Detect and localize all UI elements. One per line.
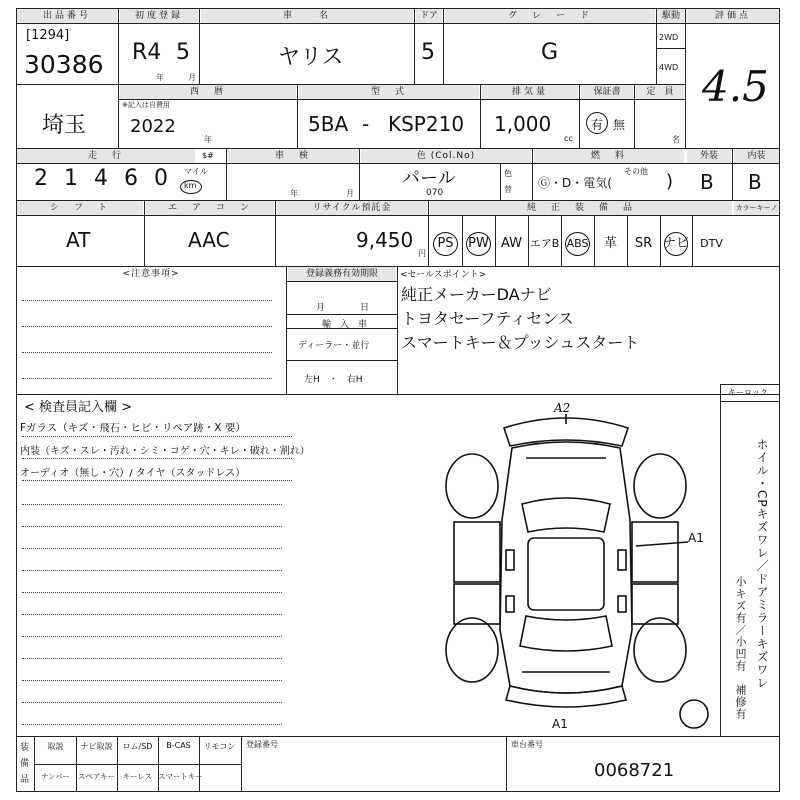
mileage-digit: 6 [124, 166, 138, 191]
divider [462, 215, 463, 266]
caution-header: <注意事項> [122, 269, 180, 279]
inspection-line-3: オーディオ（無し・穴）/ タイヤ（スタッドレス） [20, 468, 246, 479]
model-header: 型 式 [299, 85, 479, 99]
reg-month: 月 [316, 303, 326, 313]
cc-unit: cc [564, 134, 573, 143]
mileage-flag: $# [202, 151, 214, 160]
model-prefix: 5BA [308, 112, 349, 136]
handle-choice: 左H ・ 右H [304, 375, 363, 385]
reg-header: 登録義務有効期限 [288, 267, 396, 281]
divider [720, 402, 721, 736]
divider [118, 99, 685, 100]
divider [16, 215, 780, 216]
footer-item-bottom-0: ナンバー [40, 772, 71, 781]
capacity-unit: 名 [672, 135, 680, 144]
mileage-header: 走 行 [17, 149, 195, 163]
divider [532, 148, 533, 200]
import-header: 輸 入 車 [322, 320, 368, 330]
divider [579, 84, 580, 148]
key-lock-label: キーロック [728, 388, 768, 397]
fuel-header: 燃 料 [534, 149, 684, 163]
car-name-header: 車 名 [201, 9, 413, 23]
car-diagram [426, 400, 716, 730]
shift-header: シ フ ト [17, 201, 143, 215]
divider [692, 215, 693, 266]
divider [414, 8, 415, 84]
equipment-circle [565, 232, 590, 256]
divider [199, 8, 200, 84]
inspect-line [22, 724, 282, 725]
car-name: ヤリス [278, 45, 344, 70]
year-unit: 年 [204, 135, 212, 144]
divider [656, 8, 657, 84]
divider [275, 200, 276, 266]
door-fr [632, 522, 678, 582]
rear-window [520, 616, 612, 651]
equipment-8: DTV [700, 237, 723, 250]
equipment-circle [433, 232, 458, 256]
yen-unit: 円 [418, 249, 426, 258]
first-reg-header: 初度登録 [120, 9, 198, 23]
score: 4.5 [702, 62, 769, 111]
inspection-title: < 検査員記入欄 > [24, 400, 133, 415]
windshield [522, 498, 610, 532]
ac: AAC [188, 228, 230, 252]
handle-fr [618, 550, 626, 570]
mark-a1-bottom: A1 [552, 717, 568, 730]
sales-point-1: 純正メーカーDAナビ [401, 285, 552, 304]
wheel-rr [634, 618, 686, 682]
lot-bracket: [1294] [26, 28, 70, 43]
footer-item-top-4: リモコン [203, 742, 236, 751]
auction-sheet [16, 8, 780, 792]
color-header: 色 (Col.No) [361, 149, 531, 163]
divider [634, 84, 635, 148]
equip-header: 純 正 装 備 品 [430, 201, 732, 215]
note-line [22, 378, 272, 379]
lot-header: 出品番号 [17, 9, 117, 23]
equipment-1: PW [468, 236, 489, 251]
inspect-line [22, 458, 292, 459]
lot-number: 30386 [24, 50, 104, 79]
drive-2wd: 2WD [659, 33, 679, 42]
wheel-fr [634, 454, 686, 518]
interior-header: 内装 [734, 149, 779, 163]
divider [495, 215, 496, 266]
handle-rl [506, 596, 514, 612]
dealer-choice: ディーラー・並行 [298, 341, 370, 351]
divider [660, 215, 661, 266]
mileage-digit: 2 [34, 166, 48, 191]
equipment-circle [466, 232, 491, 256]
fuel-close: ) [666, 171, 674, 192]
inspect-line [22, 658, 282, 659]
year-header: 西 暦 [120, 85, 296, 99]
pointer-a1 [636, 542, 688, 546]
ac-header: エ ア コ ン [146, 201, 274, 215]
capacity-header: 定 員 [636, 85, 684, 99]
divider [199, 736, 200, 792]
wheel-fl [446, 454, 498, 518]
warranty-yes: 有 [591, 118, 604, 132]
vertical-note-2: 小キズ有／小凹有 補修有 [734, 576, 747, 720]
divider [117, 736, 118, 792]
divider [480, 84, 481, 148]
divider [34, 764, 241, 765]
doors: 5 [421, 40, 435, 65]
inspect-line [22, 592, 282, 593]
drive-header: 駆動 [658, 9, 684, 23]
first-reg-tsuki: 月 [188, 73, 196, 82]
sales-header: <セールスポイント> [400, 270, 487, 280]
footer-item-top-1: ナビ取説 [80, 742, 113, 751]
rear-bumper [506, 686, 626, 707]
chassis-number: 0068721 [594, 760, 675, 781]
shift: AT [66, 228, 91, 252]
warranty-header: 保証書 [581, 85, 633, 99]
reg-no-label: 登録番号 [246, 740, 278, 749]
wheel-rl [446, 618, 498, 682]
divider [118, 84, 119, 148]
vertical-note: ホイル・CPキズワレ／ドアミラーキズワレ [755, 438, 769, 690]
displacement: 1,000 [494, 112, 552, 136]
keyless-header: カラーキーノ [734, 201, 779, 215]
footer-label-b: 備 [20, 759, 30, 769]
divider [158, 736, 159, 792]
divider [144, 200, 145, 266]
footer-item-bottom-2: キーレス [122, 772, 153, 781]
inspect-line [22, 436, 292, 437]
warranty-no: 無 [613, 118, 626, 132]
divider [627, 215, 628, 266]
divider [226, 148, 227, 200]
inspect-line [22, 570, 282, 571]
model-code: KSP210 [388, 112, 465, 136]
exterior-header: 外装 [687, 149, 731, 163]
mile-unit: マイル [184, 167, 208, 176]
divider [397, 266, 398, 394]
divider [528, 215, 529, 266]
displacement-header: 排気量 [482, 85, 578, 99]
divider [286, 266, 287, 394]
divider [657, 48, 685, 49]
mark-a2: A2 [554, 401, 571, 415]
inspect-nen: 年 [290, 189, 298, 198]
reg-day: 日 [360, 303, 370, 313]
body-outline [500, 442, 632, 693]
mileage-digit: 1 [64, 166, 78, 191]
region: 埼玉 [42, 113, 87, 138]
first-reg-month: 5 [176, 40, 190, 65]
equipment-2: AW [500, 236, 523, 251]
inspect-line [22, 680, 282, 681]
color-swap-a: 色 [504, 169, 512, 178]
mark-a1-right: A1 [688, 531, 704, 545]
handle-rr [618, 596, 626, 612]
divider [500, 163, 501, 200]
divider [685, 8, 686, 148]
interior-grade: B [748, 170, 762, 194]
footer-item-top-3: B-CAS [166, 741, 191, 750]
sales-point-2: トヨタセーフティセンス [401, 309, 574, 328]
divider [443, 8, 444, 84]
first-reg-nen: 年 [156, 73, 164, 82]
fuel-other: その他 [624, 167, 648, 176]
note-line [22, 326, 272, 327]
inspect-line [22, 504, 282, 505]
divider [286, 314, 397, 315]
footer-label-a: 装 [20, 743, 30, 753]
inspect-line [22, 526, 282, 527]
divider [594, 215, 595, 266]
grade-header: グ レ ー ド [445, 9, 655, 23]
color-no: 070 [426, 188, 444, 198]
equipment-0: PS [437, 236, 454, 251]
divider [732, 148, 733, 200]
model-dash: - [362, 112, 370, 136]
inspect-line [22, 636, 282, 637]
equipment-3: エアB [529, 237, 560, 250]
drive-4wd: 4WD [659, 63, 679, 72]
note-line [22, 352, 272, 353]
divider [16, 23, 780, 24]
roof [528, 538, 604, 610]
fuel-types: Ⓖ・D・電気( [538, 176, 612, 190]
door-header: ドア [416, 9, 442, 23]
divider [286, 281, 397, 282]
grade: G [541, 40, 559, 65]
divider [16, 736, 780, 737]
chassis-label: 車台番号 [511, 740, 543, 749]
mileage-digit: 4 [94, 166, 108, 191]
first-reg-era: R4 [132, 40, 162, 65]
inspection-line-2: 内装（キズ・スレ・汚れ・シミ・コゲ・穴・キレ・破れ・割れ） [20, 446, 310, 457]
footer-item-bottom-3: スマートキー [158, 772, 203, 781]
divider [16, 394, 780, 395]
exterior-grade: B [700, 170, 714, 194]
recycle-header: リサイクル預託金 [277, 201, 427, 215]
footer-item-top-2: ロム/SD [122, 742, 153, 751]
equipment-6: SR [634, 236, 653, 251]
footer-item-top-0: 取説 [47, 742, 64, 751]
door-fl [454, 522, 500, 582]
divider [16, 163, 780, 164]
divider [359, 148, 360, 200]
inspection-line-1: Fガラス（キズ・飛石・ヒビ・リペア跡・X 要） [20, 422, 246, 434]
inspect-line [22, 480, 292, 481]
divider [286, 360, 397, 361]
equipment-circle [664, 232, 688, 256]
score-header: 評価点 [687, 9, 779, 23]
inspect-header: 車 検 [228, 149, 358, 163]
color-swap-b: 替 [504, 185, 512, 194]
year: 2022 [130, 116, 176, 137]
note-line [22, 300, 272, 301]
footer-label-c: 品 [20, 775, 30, 785]
inspect-line [22, 614, 282, 615]
sales-point-3: スマートキー＆プッシュスタート [401, 333, 640, 352]
equipment-7: ナビ [662, 236, 689, 251]
handle-fl [506, 550, 514, 570]
km-unit: km [184, 181, 197, 190]
mileage-digits [28, 166, 178, 196]
equipment-4: ABS [566, 237, 589, 250]
divider [118, 8, 119, 84]
inspect-line [22, 548, 282, 549]
spare-tire [680, 700, 708, 728]
footer-item-bottom-1: スペアキー [77, 772, 116, 781]
divider [241, 736, 242, 792]
recycle: 9,450 [356, 228, 414, 252]
inspect-tsuki: 月 [346, 189, 354, 198]
mileage-digit: 0 [154, 166, 168, 191]
year-note: ※記入は自費用 [122, 101, 170, 109]
equipment-5: 革 [603, 236, 617, 251]
color: パール [402, 168, 456, 189]
divider [506, 736, 507, 792]
divider [286, 328, 397, 329]
divider [561, 215, 562, 266]
inspect-line [22, 702, 282, 703]
divider [297, 84, 298, 148]
divider [76, 736, 77, 792]
